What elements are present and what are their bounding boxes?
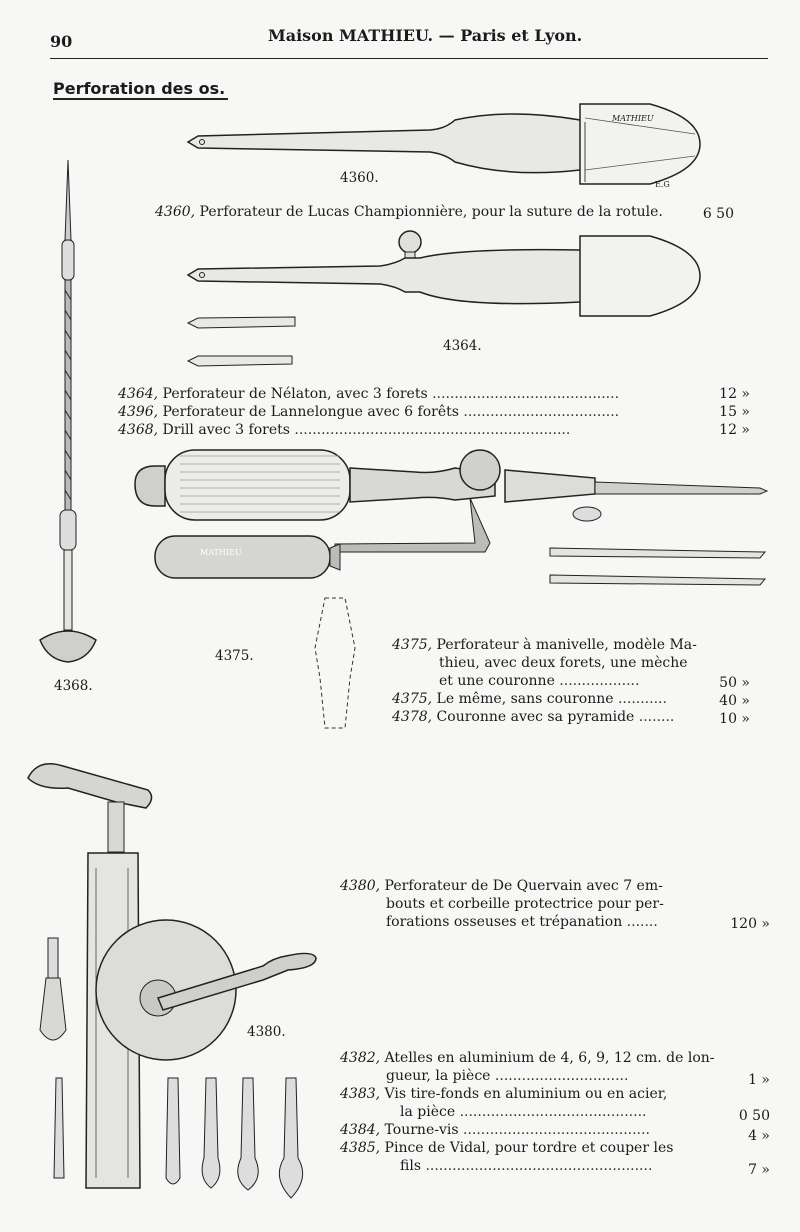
item-number: 4396, (118, 404, 159, 420)
item-4364: 4364, Perforateur de Nélaton, avec 3 forets .......................................... (118, 386, 620, 402)
item-price: 120 » (730, 916, 770, 932)
item-4382 (340, 1050, 715, 1067)
item-4380 (340, 878, 663, 895)
item-number: 4368, (118, 422, 159, 438)
item-description: Le même, sans couronne (436, 691, 614, 707)
item-description: Tourne-vis (384, 1122, 459, 1138)
running-title: Maison MATHIEU. — Paris et Lyon. (268, 26, 583, 45)
item-4368: 4368, Drill avec 3 forets .............................................................. (118, 422, 571, 438)
item-price: 10 » (719, 711, 750, 727)
section-title: Perforation des os. (53, 79, 226, 98)
item-4375-line3: et une couronne .................. (439, 673, 640, 689)
item-description: Perforateur de Lannelongue avec 6 forêts (162, 404, 459, 420)
item-price: 40 » (719, 693, 750, 709)
item-4380-line3: forations osseuses et trépanation ....... (386, 914, 658, 930)
item-number: 4375, (392, 691, 433, 707)
item-description-line: Perforateur à manivelle, modèle Ma- (436, 637, 697, 653)
item-4383-line2: la pièce .......................................... (400, 1104, 647, 1120)
figure-label-4360: 4360. (340, 170, 379, 186)
maker-mark: MATHIEU (612, 114, 654, 123)
figure-label-4380: 4380. (247, 1024, 286, 1040)
figure-4380-perforator (28, 758, 328, 1208)
item-4383 (340, 1086, 667, 1103)
item-price: 7 » (748, 1162, 770, 1178)
engraver-mark: E.G (655, 180, 670, 189)
item-description-line: gueur, la pièce (386, 1068, 491, 1084)
item-description-line: la pièce (400, 1104, 456, 1120)
item-number: 4360, (155, 204, 196, 220)
item-number: 4378, (392, 709, 433, 725)
item-description-line: et une couronne (439, 673, 555, 689)
item-description: Drill avec 3 forets (162, 422, 290, 438)
figure-4364-perforator (180, 228, 710, 348)
item-number: 4382, (340, 1050, 381, 1066)
item-4385 (340, 1140, 673, 1157)
item-4360 (155, 204, 663, 221)
item-price: 50 » (719, 675, 750, 691)
item-description-line: forations osseuses et trépanation (386, 914, 623, 930)
item-4385-line2: fils ................................................... (400, 1158, 653, 1174)
item-description-line: fils (400, 1158, 421, 1174)
item-description-line: Perforateur de De Quervain avec 7 em- (384, 878, 663, 894)
item-4396: 4396, Perforateur de Lannelongue avec 6 forêts ................................... (118, 404, 620, 420)
item-price: 0 50 (738, 1108, 770, 1124)
item-number: 4364, (118, 386, 159, 402)
item-price: 1 » (748, 1072, 770, 1088)
item-number: 4384, (340, 1122, 381, 1138)
item-4384: 4384, Tourne-vis .......................................... (340, 1122, 650, 1138)
header-rule (50, 58, 768, 59)
item-number: 4385, (340, 1140, 381, 1156)
item-4375-b: 4375, Le même, sans couronne ........... (392, 691, 667, 707)
item-price: 4 » (748, 1128, 770, 1144)
item-price: 15 » (719, 404, 750, 420)
maker-mark: MATHIEU (200, 548, 242, 557)
figure-4368-drill (38, 160, 98, 670)
item-price: 6 50 (702, 206, 734, 222)
figure-4360-perforator (180, 98, 710, 190)
item-4382-line2: gueur, la pièce .............................. (386, 1068, 629, 1084)
item-description-line: Vis tire-fonds en aluminium ou en acier, (384, 1086, 668, 1102)
item-description: Perforateur de Nélaton, avec 3 forets (162, 386, 428, 402)
figure-label-4375: 4375. (215, 648, 254, 664)
page-number: 90 (50, 32, 73, 51)
item-number: 4375, (392, 637, 433, 653)
figure-label-4364: 4364. (443, 338, 482, 354)
item-description: Couronne avec sa pyramide (436, 709, 635, 725)
item-4378: 4378, Couronne avec sa pyramide ........ (392, 709, 675, 725)
item-4375 (392, 637, 697, 654)
item-description: Perforateur de Lucas Championnière, pour la suture de la rotule. (199, 204, 663, 220)
item-description-line: Pince de Vidal, pour tordre et couper les (384, 1140, 674, 1156)
item-description-line: Atelles en aluminium de 4, 6, 9, 12 cm. de lon- (384, 1050, 715, 1066)
item-number: 4383, (340, 1086, 381, 1102)
item-number: 4380, (340, 878, 381, 894)
item-price: 12 » (719, 386, 750, 402)
item-description-line: bouts et corbeille protectrice pour per- (386, 896, 664, 912)
figure-label-4368: 4368. (54, 678, 93, 694)
item-price: 12 » (719, 422, 750, 438)
item-description-line: thieu, avec deux forets, une mèche (439, 655, 688, 671)
